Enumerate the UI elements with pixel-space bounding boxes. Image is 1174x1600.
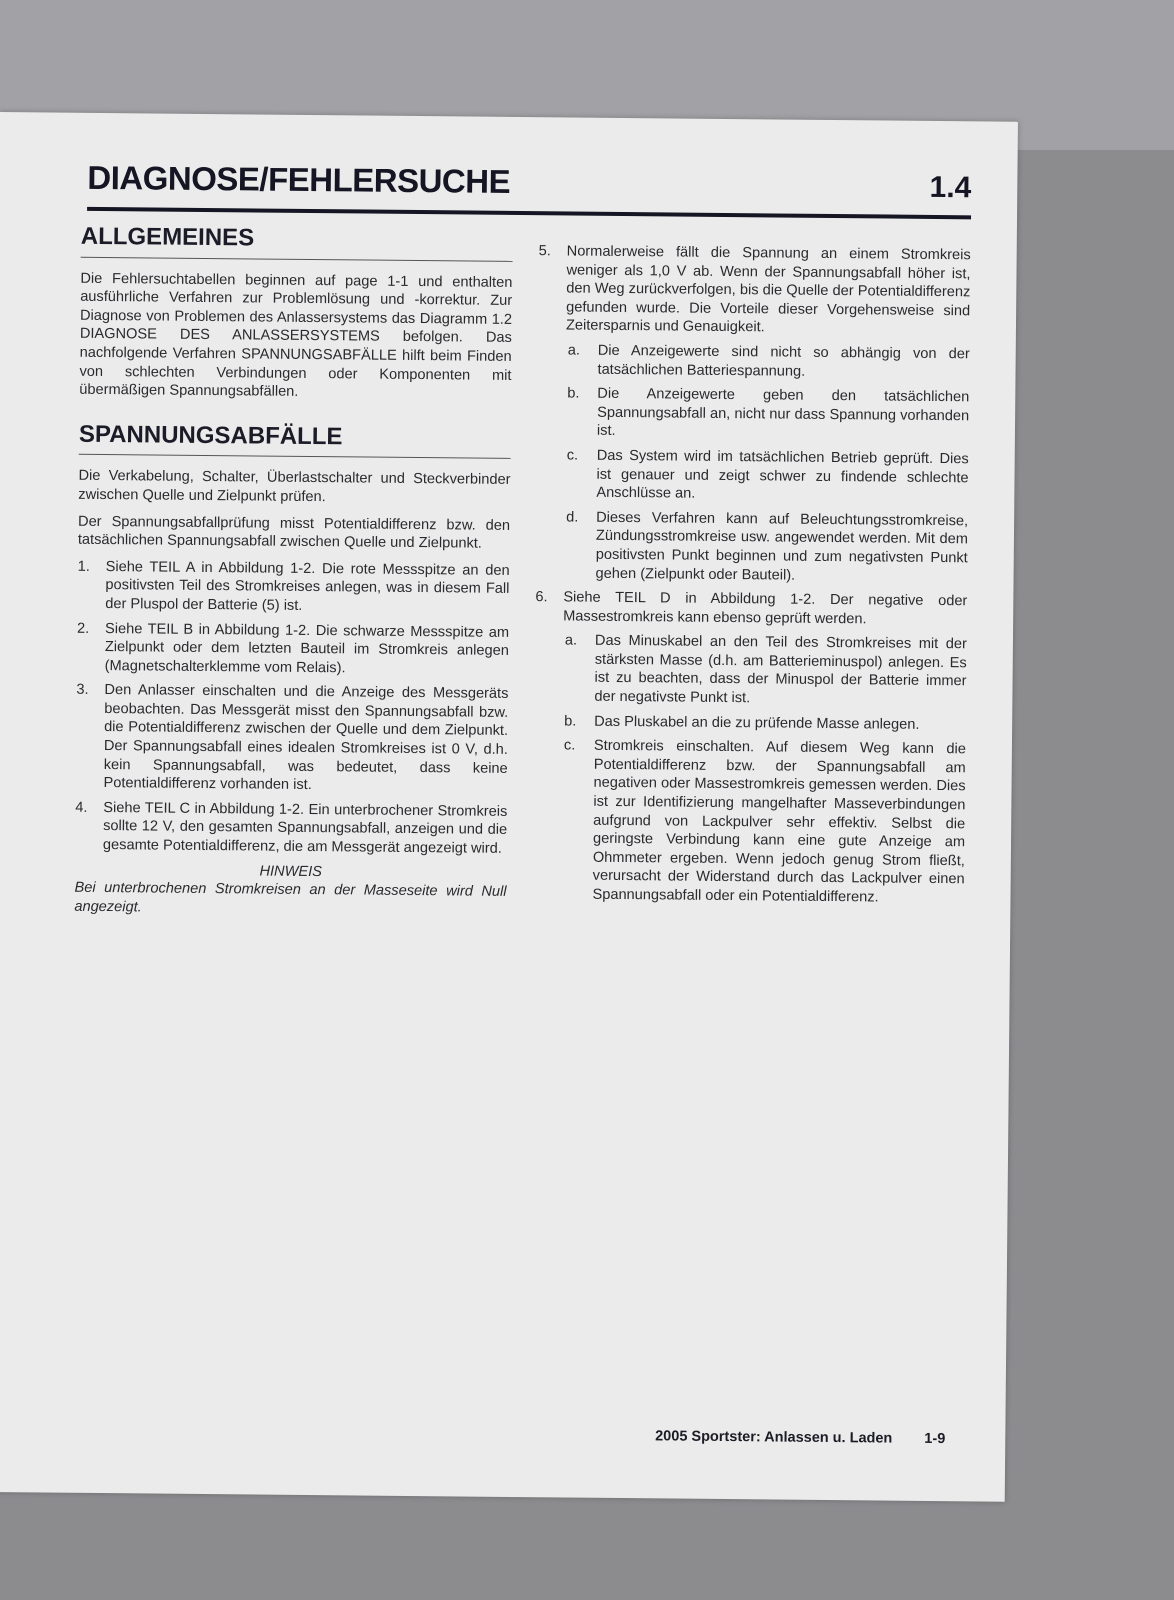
step-text: Siehe TEIL A in Abbildung 1-2. Die rote Messspitze an den positivsten Teil des Stromkreises anlegen, was in diesem Fall der Pluspol der Batterie (5) ist. (105, 558, 510, 614)
step-text: Siehe TEIL D in Abbildung 1-2. Der negative oder Massestromkreis kann ebenso geprüft werden. (563, 589, 968, 628)
step-number: 5. (538, 243, 551, 260)
heading-allgemeines: ALLGEMEINES (81, 228, 513, 262)
footer-page-number: 1-9 (924, 1430, 946, 1448)
sub-text: Die Anzeigewerte sind nicht so abhängig von der tatsächlichen Batteriespannung. (597, 342, 970, 380)
footer-title: 2005 Sportster: Anlassen u. Laden (655, 1428, 893, 1447)
note-text: Bei unterbrochenen Stromkreisen an der Masseseite wird Null angezeigt. (74, 879, 507, 916)
spannung-paragraph-2: Der Spannungsabfallprüfung misst Potentialdifferenz bzw. den tatsächlichen Spannungsabfall zwischen Quelle und Zielpunkt. (77, 513, 511, 552)
step-number: 2. (76, 620, 90, 637)
step-text: Siehe TEIL B in Abbildung 1-2. Die schwarze Messspitze am Zielpunkt oder dem letzten Bauteil im Stromkreis anlegen (Magnetschalterklemme vom Relais). (104, 620, 510, 677)
sub-letter: b. (567, 385, 580, 402)
step-number: 4. (75, 799, 88, 816)
page-title: DIAGNOSE/FEHLERSUCHE (87, 158, 511, 200)
step-text: Den Anlasser einschalten und die Anzeige des Messgeräts beobachten. Das Messgerät misst den Spannungsabfall bzw. die Potentialdifferenz zwischen der Quelle und dem Zielpunkt. Der Spannungsabfall eines idealen Stromkreises ist 0 V, d.h. kein Spannungsabfall, was bedeutet, dass keine Potentialdifferenz vorhanden ist. (103, 682, 509, 794)
page-header (87, 153, 972, 219)
sub-letter: c. (566, 447, 579, 464)
sub-letter: d. (566, 509, 579, 526)
list-item (77, 557, 510, 617)
sub-item (564, 632, 967, 710)
sub-letter: b. (564, 713, 577, 730)
sub-text: Das Minuskabel an den Teil des Stromkreises mit der stärksten Masse (d.h. am Batterieminuspol) anlegen. Es ist zu beachten, dass der Minuspol der Batterie immer der negativste Punkt ist. (594, 633, 968, 707)
left-column (74, 222, 513, 921)
list-item (77, 619, 510, 679)
sub-text: Stromkreis einschalten. Auf diesem Weg kann die Potentialdifferenz bzw. der Spannungsabfall am negativen oder Massestromkreis gemessen werden. Dies ist zur Identifizierung mangelhafter Masseverbindungen aufgrund von Lackpulver sehr effektiv. Selbst die geringste Verbindung kann eine gute Anzeige am Ohmmeter ergeben. Wenn jedoch genug Strom fließt, verursacht der Widerstand durch das Lackpulver einen Spannungsabfall oder ein Potentialdifferenz. (592, 737, 967, 906)
sub-item (566, 508, 969, 586)
right-column (532, 242, 970, 914)
step-number: 6. (535, 589, 548, 606)
sub-letter: a. (567, 342, 580, 359)
sub-item (567, 341, 969, 382)
step-number: 1. (77, 558, 90, 575)
list-item (75, 681, 508, 797)
section-number: 1.4 (929, 170, 972, 205)
sub-text: Das System wird im tatsächlichen Betrieb geprüft. Dies ist genauer und zeigt schwer zu findende schlechte Anschlüsse an. (596, 447, 969, 502)
header-rule (87, 207, 971, 219)
heading-spannungsabfaelle: SPANNUNGSABFÄLLE (79, 426, 511, 460)
list-item (75, 799, 508, 859)
manual-page (0, 112, 1018, 1502)
note-title: HINWEIS (259, 863, 323, 880)
sub-letter: a. (564, 632, 578, 649)
list-item (538, 242, 971, 339)
page-footer (655, 1428, 945, 1447)
sub-text: Die Anzeigewerte geben den tatsächlichen Spannungsabfall an, nicht nur dass Spannung vorhanden ist. (596, 385, 970, 440)
spannung-paragraph-1: Die Verkabelung, Schalter, Überlastschalter und Steckverbinder zwischen Quelle und Zielpunkt prüfen. (78, 468, 511, 506)
step-text: Siehe TEIL C in Abbildung 1-2. Ein unterbrochener Stromkreis sollte 12 V, den gesamten Spannungsabfall, anzeigen und die gesamte Potentialdifferenz, die am Messgerät angezeigt wird. (102, 799, 508, 857)
sub-item (564, 712, 966, 734)
sub-text: Das Pluskabel an die zu prüfende Masse anlegen. (594, 713, 920, 733)
step-number: 3. (76, 682, 89, 699)
step-text: Normalerweise fällt die Spannung an einem Stromkreis weniger als 1,0 V ab. Wenn der Spannungsabfall höher ist, den Weg zurückverfolgen, bis die Quelle der Potentialdifferenz gefunden wurde. Die Vorteile dieser Vorgehensweise sind Zeitersparnis und Genauigkeit. (565, 243, 971, 336)
sub-item (567, 385, 970, 445)
sub-letter: c. (563, 737, 576, 754)
sub-text: Dieses Verfahren kann auf Beleuchtungsstromkreise, Zündungsstromkreise usw. angewendet werden. Mit dem positivsten Punkt beginnen und zum negativsten Punkt gehen (Zielpunkt oder Bauteil). (595, 509, 969, 584)
allgemeines-paragraph: Die Fehlersuchtabellen beginnen auf page 1-1 und enthalten ausführliche Verfahren zur Problemlösung und -korrektur. Zur Diagnose von Problemen des Anlassersystems das Diagramm 1.2 DIAGNOSE DES ANLASSERSYSTEMS befolgen. Das nachfolgende Verfahren SPANNUNGSABFÄLLE hilft beim Finden von schlechten Verbindungen oder Komponenten mit übermäßigen Spannungsabfällen. (79, 270, 513, 401)
list-item (535, 588, 967, 629)
sub-item (562, 737, 966, 908)
sub-item (566, 446, 969, 506)
